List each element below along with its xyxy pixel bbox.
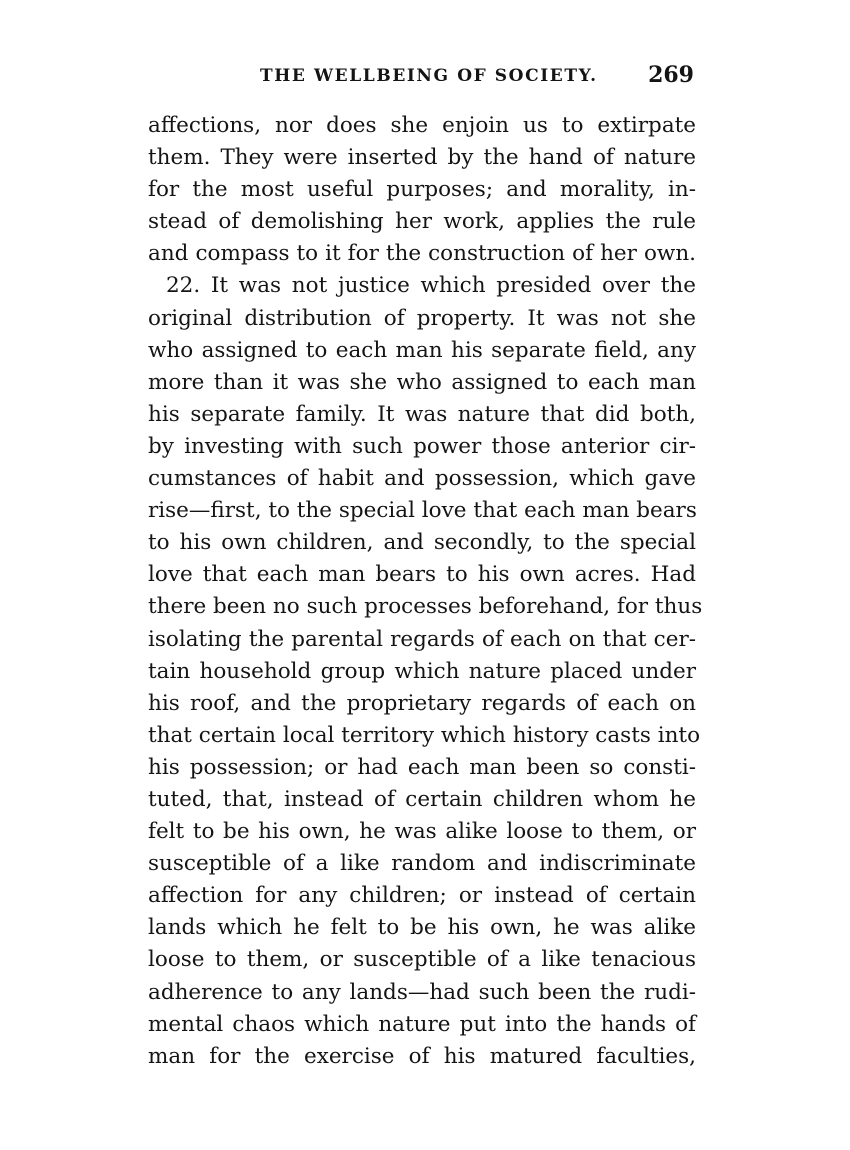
text-line: rise—first, to the special love that each man bears: [148, 498, 697, 524]
text-line: by investing with such power those anterior cir-: [148, 433, 696, 459]
text-line: there been no such processes beforehand, for thus: [148, 594, 703, 620]
paragraph-start-line: 22. It was not justice which presided over the: [166, 273, 696, 299]
text-line: to his own children, and secondly, to the special: [148, 530, 696, 556]
text-line: cumstances of habit and possession, which gave: [148, 466, 696, 492]
text-line: felt to be his own, he was alike loose to them, or: [148, 819, 696, 845]
text-line: who assigned to each man his separate field, any: [148, 337, 696, 363]
text-line: tuted, that, instead of certain children whom he: [148, 786, 696, 812]
text-line: more than it was she who assigned to each man: [148, 369, 696, 395]
text-line: lands which he felt to be his own, he was alike: [148, 915, 696, 941]
text-line: stead of demolishing her work, applies the rule: [148, 209, 696, 235]
text-line: isolating the parental regards of each on that cer-: [148, 626, 696, 652]
text-line: love that each man bears to his own acres. Had: [148, 562, 696, 588]
running-head: [150, 64, 696, 94]
running-title: THE WELLBEING OF SOCIETY.: [260, 66, 598, 86]
text-line: affection for any children; or instead of certain: [148, 883, 696, 909]
text-line: and compass to it for the construction of her own.: [148, 241, 696, 267]
text-line: them. They were inserted by the hand of nature: [148, 145, 696, 171]
text-line: affections, nor does she enjoin us to extirpate: [148, 113, 696, 138]
page-number: 269: [648, 62, 694, 88]
text-line: original distribution of property. It was not she: [148, 305, 696, 331]
text-line: tain household group which nature placed under: [148, 658, 696, 684]
text-line: adherence to any lands—had such been the rudi-: [148, 979, 696, 1005]
body-text: [148, 110, 703, 1073]
text-line: loose to them, or susceptible of a like tenacious: [148, 947, 696, 973]
text-line: man for the exercise of his matured faculties,: [148, 1043, 696, 1069]
text-line: susceptible of a like random and indiscriminate: [148, 851, 696, 877]
text-line: for the most useful purposes; and morality, in-: [148, 177, 696, 203]
text-line: his possession; or had each man been so consti-: [148, 754, 696, 780]
text-line: his roof, and the proprietary regards of each on: [148, 690, 696, 716]
text-line: that certain local territory which history casts into: [148, 722, 701, 748]
text-line: his separate family. It was nature that did both,: [148, 401, 696, 427]
text-line: mental chaos which nature put into the hands of: [148, 1011, 696, 1037]
